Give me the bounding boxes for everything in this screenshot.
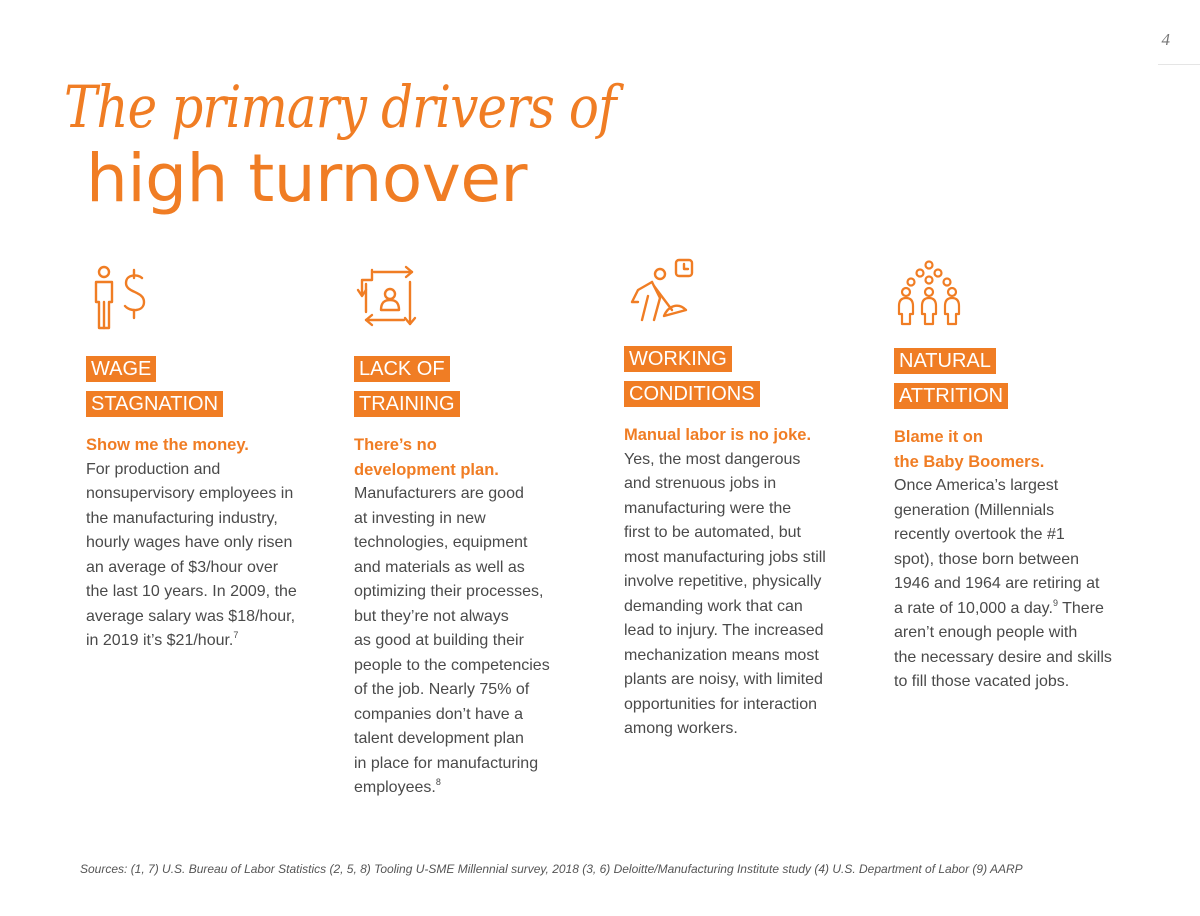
lead-line1: Show me the money. [86,436,249,454]
category-tag-line2: ATTRITION [894,383,1008,409]
page-number: 4 [1161,30,1170,49]
column-lack-of-training [354,264,594,801]
title-script-line: The primary drivers of [64,73,616,141]
crowd-people-icon [894,260,964,330]
category-tag-line2: CONDITIONS [624,381,760,407]
category-tag-line1: LACK OF [354,356,450,382]
category-tag-line2: STAGNATION [86,391,223,417]
body-text: Manufacturers are good at investing in new technologies, equipment and materials as well as optimizing their processes, but they’re not always as good at building their people to the competencies of the job. Nearly 75% of companies don’t have a talent development plan in place for manufacturing employees. [354,485,550,796]
lead-heading [894,425,1134,474]
person-dollar-icon [86,264,156,334]
column-natural-attrition [894,260,1134,695]
lead-line2: development plan. [354,460,499,479]
body-paragraph [86,458,316,654]
lead-heading [86,433,316,458]
footnote-ref: 8 [435,777,441,787]
body-text: Once America’s largest generation (Millennials recently overtook the #1 spot), those born between 1946 and 1964 are retiring at a rate of 10,000 a day. [894,477,1100,617]
lead-heading [354,433,584,482]
title-main-line: high turnover [86,140,528,217]
corner-rule [1158,64,1200,65]
column-working-conditions [624,256,864,742]
lead-line1: Manual labor is no joke. [624,426,812,444]
category-tag-line2: TRAINING [354,391,460,417]
page-title [64,72,706,216]
footnote-ref: 7 [233,630,239,640]
lead-line1: Blame it on [894,428,983,446]
body-paragraph [624,448,864,742]
lead-line1: There’s no [354,436,437,454]
body-text: For production and nonsupervisory employees in the manufacturing industry, hourly wages have only risen an average of $3/hour over the last 10 years. In 2009, the average salary was $18/hour, in 2019 it’s $21/hour. [86,460,297,649]
lead-heading [624,423,864,448]
body-text-continued: There aren’t enough people with the necessary desire and skills to fill those vacated jobs. [894,599,1112,690]
body-paragraph [354,482,584,801]
body-paragraph [894,474,1134,695]
training-arrows-icon [354,264,424,334]
category-tag-line1: WAGE [86,356,156,382]
category-tag-line1: WORKING [624,346,732,372]
category-tag-line1: NATURAL [894,348,996,374]
lead-line2: the Baby Boomers. [894,452,1045,471]
sources-footnote: Sources: (1, 7) U.S. Bureau of Labor Statistics (2, 5, 8) Tooling U-SME Millennial survey, 2018 (3, 6) Deloitte/Manufacturing Institute study (4) U.S. Department of Labor (9) AARP [80,862,1023,876]
column-wage-stagnation [86,264,326,654]
body-text: Yes, the most dangerous and strenuous jobs in manufacturing were the first to be automated, but most manufacturing jobs still involve repetitive, physically demanding work that can lead to injury. The increased mechanization means most plants are noisy, with limited opportunities for interaction among workers. [624,450,826,737]
footnote-ref: 9 [1052,597,1058,608]
worker-shovel-clock-icon [624,256,694,326]
